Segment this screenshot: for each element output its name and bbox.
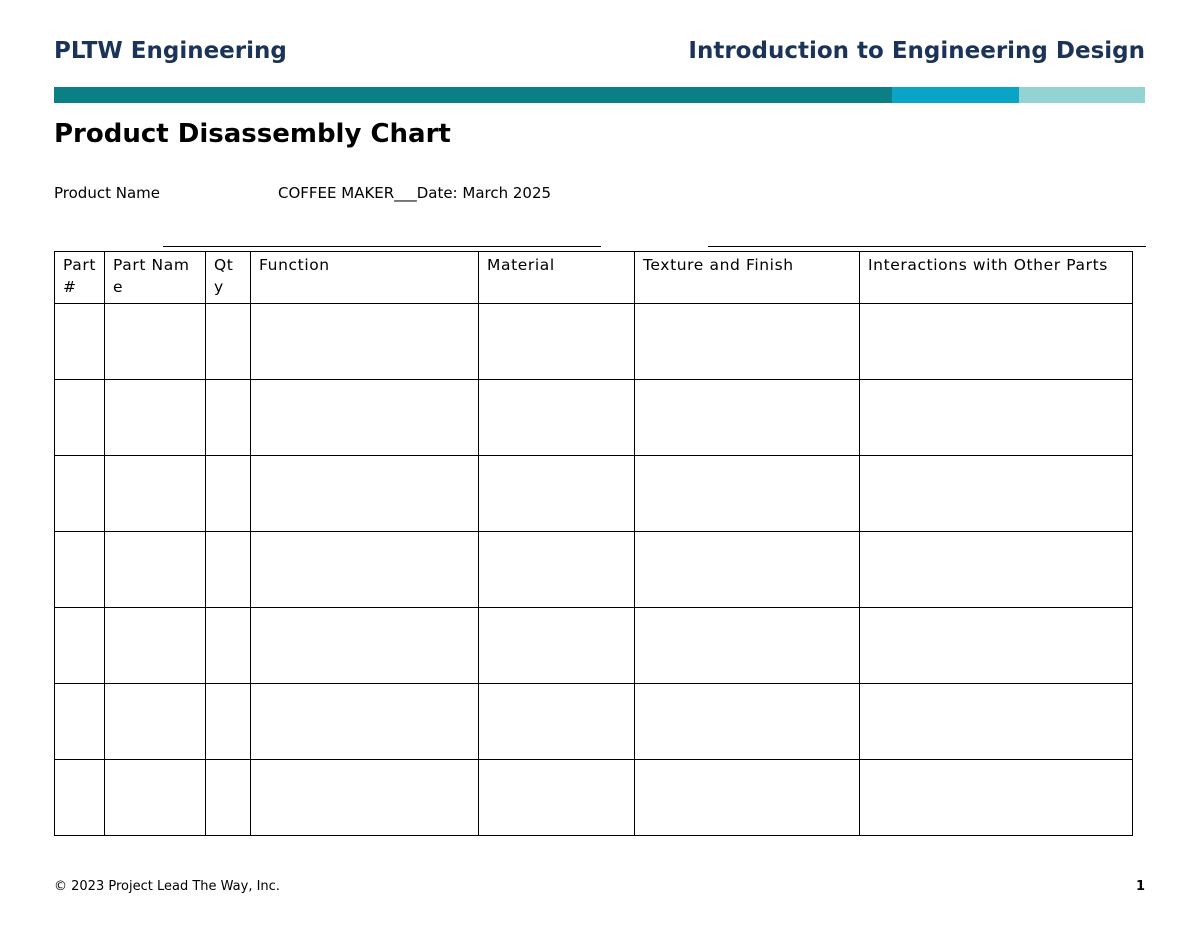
table-row	[55, 608, 1133, 684]
table-cell[interactable]	[55, 456, 105, 532]
table-cell[interactable]	[479, 532, 635, 608]
table-cell[interactable]	[206, 304, 251, 380]
table-cell[interactable]	[635, 532, 860, 608]
header-left-title: PLTW Engineering	[54, 38, 287, 64]
table-cell[interactable]	[206, 532, 251, 608]
table-cell[interactable]	[251, 380, 479, 456]
header-right-title: Introduction to Engineering Design	[688, 38, 1145, 64]
table-row	[55, 532, 1133, 608]
table-cell[interactable]	[55, 304, 105, 380]
table-cell[interactable]	[479, 608, 635, 684]
document-title: Product Disassembly Chart	[54, 119, 451, 149]
table-cell[interactable]	[105, 456, 206, 532]
underline-rule-left	[163, 246, 601, 247]
table-row	[55, 380, 1133, 456]
table-cell[interactable]	[860, 532, 1133, 608]
table-cell[interactable]	[55, 380, 105, 456]
table-cell[interactable]	[479, 304, 635, 380]
column-header-interactions: Interactions with Other Parts	[860, 252, 1133, 304]
header-color-bar	[54, 87, 1145, 103]
disassembly-table	[54, 251, 1133, 836]
table-cell[interactable]	[105, 380, 206, 456]
table-cell[interactable]	[206, 608, 251, 684]
color-bar-segment-secondary	[892, 87, 1019, 103]
table-cell[interactable]	[105, 608, 206, 684]
table-cell[interactable]	[251, 304, 479, 380]
color-bar-segment-primary	[54, 87, 892, 103]
table-cell[interactable]	[206, 380, 251, 456]
product-name-value: COFFEE MAKER___Date: March 2025	[278, 184, 552, 202]
table-body	[55, 304, 1133, 836]
table-header-row	[55, 252, 1133, 304]
table-cell[interactable]	[860, 760, 1133, 836]
table-cell[interactable]	[479, 760, 635, 836]
table-cell[interactable]	[251, 684, 479, 760]
footer-copyright: © 2023 Project Lead The Way, Inc.	[54, 879, 280, 894]
table-cell[interactable]	[251, 532, 479, 608]
product-name-label: Product Name	[54, 184, 160, 202]
column-header-qty: Qty	[206, 252, 251, 304]
table-cell[interactable]	[206, 760, 251, 836]
table-cell[interactable]	[860, 684, 1133, 760]
table-cell[interactable]	[251, 608, 479, 684]
table-cell[interactable]	[635, 456, 860, 532]
footer-page-number: 1	[1135, 879, 1145, 894]
table-cell[interactable]	[635, 608, 860, 684]
table-cell[interactable]	[105, 684, 206, 760]
table-cell[interactable]	[860, 456, 1133, 532]
column-header-part-name: Part Name	[105, 252, 206, 304]
table-cell[interactable]	[55, 532, 105, 608]
table-cell[interactable]	[635, 380, 860, 456]
table-cell[interactable]	[635, 684, 860, 760]
table-cell[interactable]	[635, 760, 860, 836]
table-cell[interactable]	[105, 304, 206, 380]
table-cell[interactable]	[206, 684, 251, 760]
column-header-part-number: Part #	[55, 252, 105, 304]
table-cell[interactable]	[860, 304, 1133, 380]
table-cell[interactable]	[105, 532, 206, 608]
table-cell[interactable]	[860, 608, 1133, 684]
table-cell[interactable]	[479, 456, 635, 532]
table-cell[interactable]	[251, 456, 479, 532]
column-header-texture-finish: Texture and Finish	[635, 252, 860, 304]
table-cell[interactable]	[860, 380, 1133, 456]
underline-rule-right	[708, 246, 1146, 247]
table-row	[55, 684, 1133, 760]
table-cell[interactable]	[206, 456, 251, 532]
table-row	[55, 760, 1133, 836]
table-cell[interactable]	[479, 684, 635, 760]
table-row	[55, 304, 1133, 380]
column-header-material: Material	[479, 252, 635, 304]
table-cell[interactable]	[55, 608, 105, 684]
table-cell[interactable]	[635, 304, 860, 380]
table-cell[interactable]	[251, 760, 479, 836]
column-header-function: Function	[251, 252, 479, 304]
table-cell[interactable]	[55, 684, 105, 760]
table-cell[interactable]	[479, 380, 635, 456]
color-bar-segment-tertiary	[1019, 87, 1145, 103]
table-cell[interactable]	[55, 760, 105, 836]
table-cell[interactable]	[105, 760, 206, 836]
table-row	[55, 456, 1133, 532]
